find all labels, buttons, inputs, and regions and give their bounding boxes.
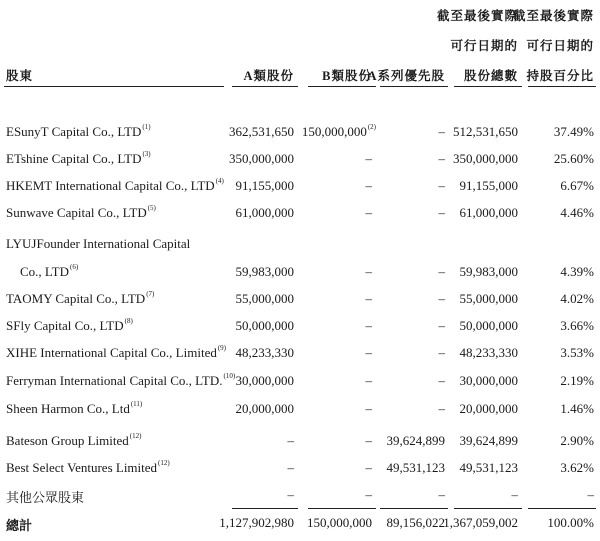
cell-pref: – <box>438 151 445 166</box>
footnote-ref: (11) <box>130 400 143 408</box>
cell-pct: 1.46% <box>560 401 594 416</box>
cell-b-shares: – <box>365 487 372 502</box>
footnote-ref: (6) <box>70 263 79 271</box>
cell-b-shares: 150,000,000$^{(2)}$ <box>301 123 376 139</box>
total-pref: 89,156,022 <box>386 515 445 530</box>
header-rule-b <box>308 86 376 87</box>
cell-total: 91,155,000 <box>459 178 518 193</box>
table-row-name: 其他公眾股東 <box>6 490 85 505</box>
cell-b-shares: – <box>365 373 372 388</box>
total-total-shares: 1,367,059,002 <box>443 515 518 530</box>
total-rule-pct <box>528 508 596 509</box>
cell-b-shares: – <box>365 264 372 279</box>
table-row-name: Ferryman International Capital Co., LTD.$^{(10)}$ <box>6 372 236 388</box>
header-percentage-line3: 持股百分比 <box>526 69 594 83</box>
footnote-ref: (12) <box>129 432 142 440</box>
table-row-name: LYUJFounder International Capital <box>6 236 191 251</box>
cell-total: 20,000,000 <box>459 401 518 416</box>
cell-b-shares: – <box>365 401 372 416</box>
table-row-name: Sunwave Capital Co., LTD$^{(5)}$ <box>6 204 156 220</box>
cell-total: 49,531,123 <box>459 460 518 475</box>
table-row-name: XIHE International Capital Co., Limited$^{(9)}$ <box>6 344 227 360</box>
header-rule-total <box>454 86 522 87</box>
cell-a-shares: 59,983,000 <box>235 264 294 279</box>
footnote-ref: (3) <box>142 150 151 158</box>
header-shareholder: 股東 <box>6 69 34 83</box>
cell-pct: 4.02% <box>560 291 594 306</box>
cell-total: 61,000,000 <box>459 205 518 220</box>
cell-pct: 37.49% <box>553 124 594 139</box>
footnote-ref: (12) <box>158 459 170 467</box>
cell-pct: 25.60% <box>553 151 594 166</box>
footnote-ref: (10) <box>223 372 236 380</box>
cell-pref: – <box>438 178 445 193</box>
footnote-ref: (4) <box>215 177 224 185</box>
cell-pct: 4.46% <box>560 205 594 220</box>
cell-a-shares: – <box>287 460 294 475</box>
cell-b-shares: – <box>365 178 372 193</box>
cell-pct: 6.67% <box>560 178 594 193</box>
header-percentage-line1: 截至最後實際 <box>512 9 594 23</box>
cell-pct: 2.19% <box>560 373 594 388</box>
footnote-ref: (1) <box>142 123 151 131</box>
cell-pref: – <box>438 124 445 139</box>
cell-a-shares: 61,000,000 <box>235 205 294 220</box>
total-percentage: 100.00% <box>547 515 594 530</box>
cell-total: 512,531,650 <box>453 124 518 139</box>
header-rule-shareholder <box>4 86 224 87</box>
cell-b-shares: – <box>365 318 372 333</box>
cell-pref: – <box>438 401 445 416</box>
table-row-name: ETshine Capital Co., LTD$^{(3)}$ <box>6 150 151 166</box>
table-row-name: Bateson Group Limited$^{(12)}$ <box>6 432 142 448</box>
cell-pref: 49,531,123 <box>386 460 445 475</box>
cell-total: 55,000,000 <box>459 291 518 306</box>
footnote-ref: (9) <box>217 344 227 352</box>
table-row-name: Sheen Harmon Co., Ltd$^{(11)}$ <box>6 400 143 416</box>
cell-total: 350,000,000 <box>453 151 518 166</box>
cell-a-shares: 48,233,330 <box>235 345 294 360</box>
cell-pref: – <box>438 264 445 279</box>
table-row-name: SFly Capital Co., LTD$^{(8)}$ <box>6 317 133 333</box>
cell-pct: 3.62% <box>560 460 594 475</box>
header-series-a-pref: A系列優先股 <box>367 69 445 83</box>
cell-a-shares: 50,000,000 <box>235 318 294 333</box>
cell-pref: – <box>438 373 445 388</box>
cell-pct: 3.53% <box>560 345 594 360</box>
cell-b-shares: – <box>365 205 372 220</box>
footnote-ref: (5) <box>147 204 156 212</box>
cell-pref: 39,624,899 <box>386 433 445 448</box>
cell-a-shares: – <box>287 433 294 448</box>
cell-pref: – <box>438 487 445 502</box>
cell-a-shares: 20,000,000 <box>235 401 294 416</box>
cell-total: 48,233,330 <box>459 345 518 360</box>
cell-total: 50,000,000 <box>459 318 518 333</box>
cell-pref: – <box>438 205 445 220</box>
cell-a-shares: 362,531,650 <box>229 124 294 139</box>
cell-pct: 3.66% <box>560 318 594 333</box>
header-rule-pref <box>380 86 448 87</box>
footnote-ref: (2) <box>367 123 376 131</box>
header-rule-pct <box>528 86 596 87</box>
table-row-name: HKEMT International Capital Co., LTD$^{(4)}$ <box>6 177 224 193</box>
table-row-name: TAOMY Capital Co., LTD$^{(7)}$ <box>6 290 155 306</box>
header-total-shares-line2: 可行日期的 <box>450 39 518 53</box>
cell-total: 59,983,000 <box>459 264 518 279</box>
header-rule-a <box>232 86 298 87</box>
cell-total: – <box>511 487 518 502</box>
total-rule-a <box>232 508 298 509</box>
total-rule-total <box>454 508 522 509</box>
total-rule-b <box>308 508 376 509</box>
table-row-name: ESunyT Capital Co., LTD$^{(1)}$ <box>6 123 151 139</box>
cell-b-shares: – <box>365 291 372 306</box>
cell-a-shares: 350,000,000 <box>229 151 294 166</box>
header-b-shares: B類股份 <box>322 69 372 83</box>
total-a-shares: 1,127,902,980 <box>219 515 294 530</box>
cell-pref: – <box>438 291 445 306</box>
cell-a-shares: – <box>287 487 294 502</box>
total-label: 總計 <box>6 518 33 533</box>
cell-total: 30,000,000 <box>459 373 518 388</box>
cell-a-shares: 30,000,000 <box>235 373 294 388</box>
cell-total: 39,624,899 <box>459 433 518 448</box>
cell-a-shares: 55,000,000 <box>235 291 294 306</box>
header-total-shares-line1: 截至最後實際 <box>436 9 518 23</box>
header-total-shares-line3: 股份總數 <box>463 69 518 83</box>
header-percentage-line2: 可行日期的 <box>526 39 594 53</box>
table-row-name: Co., LTD$^{(6)}$ <box>20 263 79 279</box>
cell-pref: – <box>438 318 445 333</box>
footnote-ref: (7) <box>146 290 155 298</box>
total-b-shares: 150,000,000 <box>307 515 372 530</box>
header-a-shares: A類股份 <box>243 69 294 83</box>
cell-pct: 4.39% <box>560 264 594 279</box>
cell-pct: 2.90% <box>560 433 594 448</box>
cell-a-shares: 91,155,000 <box>235 178 294 193</box>
cell-b-shares: – <box>365 433 372 448</box>
total-rule-pref <box>380 508 448 509</box>
cell-pct: – <box>587 487 594 502</box>
cell-b-shares: – <box>365 460 372 475</box>
cell-b-shares: – <box>365 345 372 360</box>
cell-b-shares: – <box>365 151 372 166</box>
cell-pref: – <box>438 345 445 360</box>
table-row-name: Best Select Ventures Limited$^{(12)}$ <box>6 459 170 475</box>
footnote-ref: (8) <box>124 317 133 325</box>
